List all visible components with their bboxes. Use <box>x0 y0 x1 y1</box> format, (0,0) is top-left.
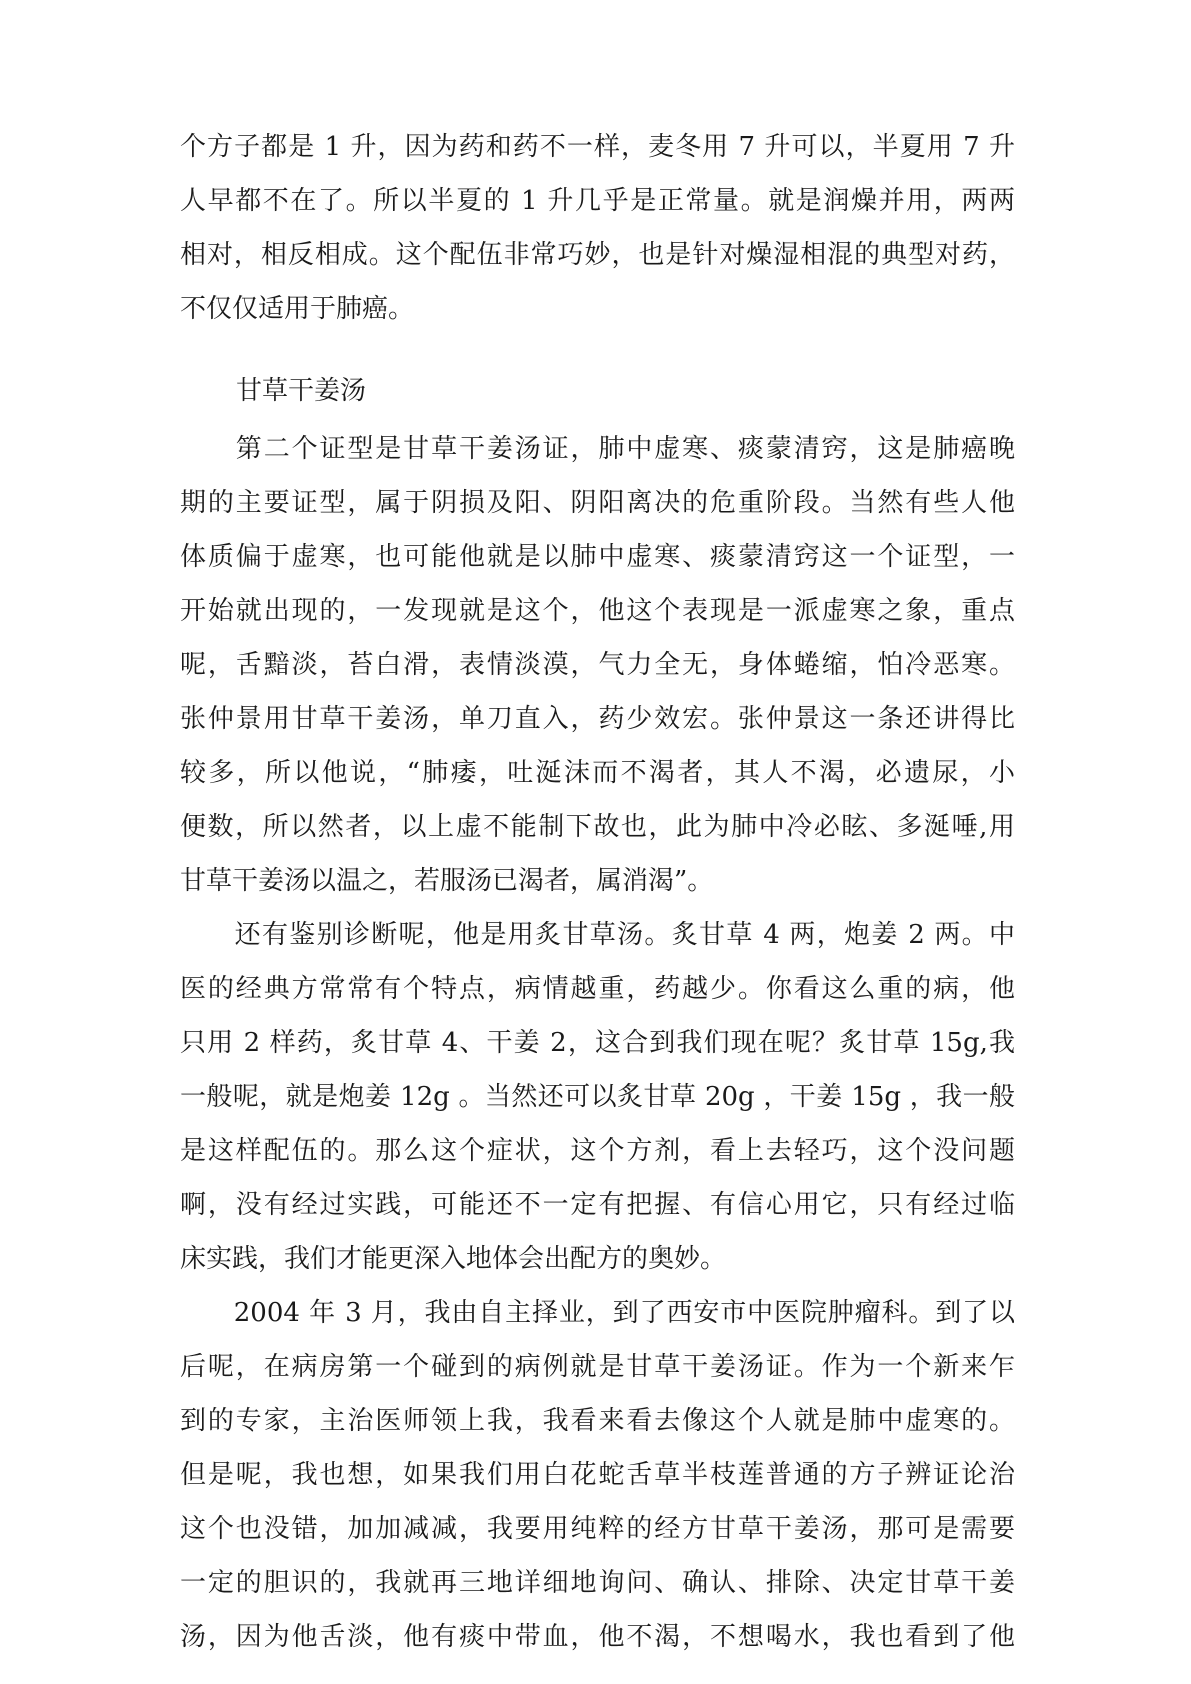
text-line: 还有鉴别诊断呢，他是用炙甘草汤。炙甘草 4 两，炮姜 2 两。中 <box>180 920 1015 950</box>
text-line: 张仲景用甘草干姜汤，单刀直入，药少效宏。张仲景这一条还讲得比 <box>180 704 1015 734</box>
text-line: 但是呢，我也想，如果我们用白花蛇舌草半枝莲普通的方子辨证论治 <box>180 1460 1015 1490</box>
paragraph-4 <box>180 1286 1015 1664</box>
text-line: 个方子都是 1 升，因为药和药不一样，麦冬用 7 升可以，半夏用 7 升 <box>180 132 1015 162</box>
text-line: 一般呢，就是炮姜 12g 。当然还可以炙甘草 20g ，干姜 15g ，我一般 <box>180 1082 1015 1112</box>
text-line: 一定的胆识的，我就再三地详细地询问、确认、排除、决定甘草干姜 <box>180 1568 1015 1598</box>
text-line: 后呢，在病房第一个碰到的病例就是甘草干姜汤证。作为一个新来乍 <box>180 1352 1015 1382</box>
text-line: 呢，舌黯淡，苔白滑，表情淡漠，气力全无，身体蜷缩，怕冷恶寒。 <box>180 650 1015 680</box>
text-line: 体质偏于虚寒，也可能他就是以肺中虚寒、痰蒙清窍这一个证型，一 <box>180 542 1015 572</box>
text-line: 期的主要证型，属于阴损及阳、阴阳离决的危重阶段。当然有些人他 <box>180 488 1015 518</box>
text-line: 啊，没有经过实践，可能还不一定有把握、有信心用它，只有经过临 <box>180 1190 1015 1220</box>
text-line: 只用 2 样药，炙甘草 4、干姜 2，这合到我们现在呢？炙甘草 15g,我 <box>180 1028 1015 1058</box>
text-line: 甘草干姜汤以温之，若服汤已渴者，属消渴”。 <box>180 866 714 896</box>
text-line: 医的经典方常常有个特点，病情越重，药越少。你看这么重的病，他 <box>180 974 1015 1004</box>
text-line: 相对，相反相成。这个配伍非常巧妙，也是针对燥湿相混的典型对药， <box>180 240 1015 270</box>
text-line: 汤，因为他舌淡，他有痰中带血，他不渴，不想喝水，我也看到了他 <box>180 1622 1015 1652</box>
text-line: 人早都不在了。所以半夏的 1 升几乎是正常量。就是润燥并用，两两 <box>180 186 1015 216</box>
paragraph-continued <box>180 120 1015 336</box>
text-line: 是这样配伍的。那么这个症状，这个方剂，看上去轻巧，这个没问题 <box>180 1136 1015 1166</box>
text-line: 开始就出现的，一发现就是这个，他这个表现是一派虚寒之象，重点 <box>180 596 1015 626</box>
text-line: 到的专家，主治医师领上我，我看来看去像这个人就是肺中虚寒的。 <box>180 1406 1015 1436</box>
paragraph-2 <box>180 422 1015 908</box>
text-line: 不仅仅适用于肺癌。 <box>180 294 415 324</box>
text-line: 便数，所以然者，以上虚不能制下故也，此为肺中冷必眩、多涎唾,用 <box>180 812 1015 842</box>
text-line: 2004 年 3 月，我由自主择业，到了西安市中医院肿瘤科。到了以 <box>180 1298 1015 1328</box>
paragraph-3 <box>180 908 1015 1286</box>
text-line: 这个也没错，加加减减，我要用纯粹的经方甘草干姜汤，那可是需要 <box>180 1514 1015 1544</box>
text-line: 较多，所以他说，“肺痿，吐涎沫而不渴者，其人不渴，必遗尿，小 <box>180 758 1015 788</box>
text-line: 床实践，我们才能更深入地体会出配方的奥妙。 <box>180 1244 727 1274</box>
text-line: 第二个证型是甘草干姜汤证，肺中虚寒、痰蒙清窍，这是肺癌晚 <box>180 434 1015 464</box>
section-heading: 甘草干姜汤 <box>236 376 367 406</box>
